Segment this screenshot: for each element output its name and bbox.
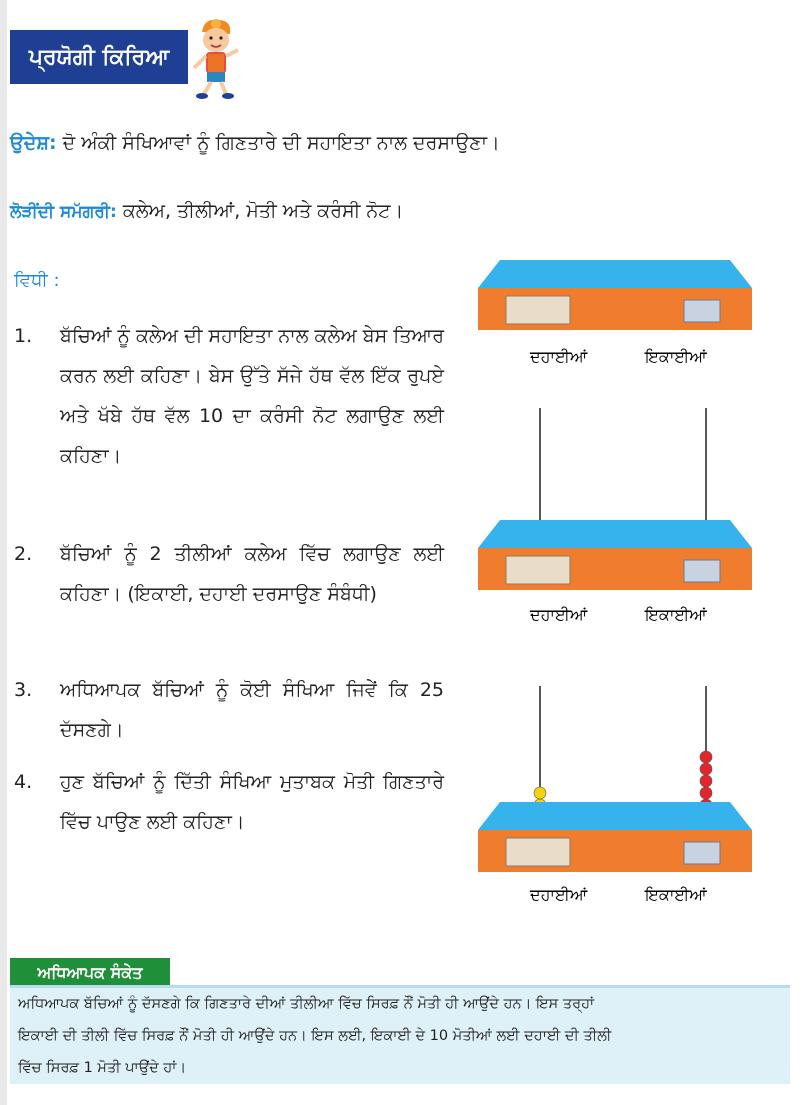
step-text: ਬੱਚਿਆਂ ਨੂੰ ਕਲੇਅ ਦੀ ਸਹਾਇਤਾ ਨਾਲ ਕਲੇਅ ਬੇਸ ਤਿਆਰ ਕਰਨ ਲਈ ਕਹਿਣਾ। ਬੇਸ ਉੱਤੇ ਸੱਜੇ ਹੱਥ ਵੱਲ ਇੱਕ ਰੁਪਏ ਅਤੇ ਖੱਬੇ ਹੱਥ ਵੱਲ 10 ਦਾ ਕਰੰਸੀ ਨੋਟ ਲਗਾਉਣ ਲਈ ਕਹਿਣਾ।	[60, 325, 445, 467]
objective-text: ਦੋ ਅੰਕੀ ਸੰਖਿਆਵਾਂ ਨੂੰ ਗਿਣਤਾਰੇ ਦੀ ਸਹਾਇਤਾ ਨਾਲ ਦਰਸਾਉਣਾ।	[62, 132, 500, 154]
step-3	[14, 670, 444, 750]
materials-text: ਕਲੇਅ, ਤੀਲੀਆਂ, ਮੋਤੀ ਅਤੇ ਕਰੰਸੀ ਨੋਟ।	[122, 200, 404, 222]
step-number: 1.	[14, 325, 33, 347]
step-1	[14, 316, 444, 476]
ones-label: ਇਕਾਈਆਂ	[645, 885, 707, 904]
ten-rupee-note	[506, 556, 570, 584]
teacher-note-box	[10, 988, 790, 1084]
materials-label: ਲੋੜੀਂਦੀ ਸਮੱਗਰੀ:	[10, 202, 117, 222]
clay-base-1	[478, 260, 752, 330]
ones-label: ਇਕਾਈਆਂ	[645, 347, 707, 366]
bead	[700, 751, 712, 763]
step-number: 3.	[14, 679, 33, 701]
one-rupee-note	[684, 842, 720, 864]
step-number: 2.	[14, 543, 33, 565]
tens-label: ਦਹਾਈਆਂ	[530, 347, 588, 366]
ten-rupee-note	[506, 296, 570, 324]
page-edge	[0, 0, 7, 1105]
bead	[700, 763, 712, 775]
step-text: ਬੱਚਿਆਂ ਨੂੰ 2 ਤੀਲੀਆਂ ਕਲੇਅ ਵਿੱਚ ਲਗਾਉਣ ਲਈ ਕਹਿਣਾ। (ਇਕਾਈ, ਦਹਾਈ ਦਰਸਾਉਣ ਸੰਬੰਧੀ)	[60, 543, 444, 605]
ones-label: ਇਕਾਈਆਂ	[645, 605, 707, 624]
activity-title: ਪ੍ਰਯੋਗੀ ਕਿਰਿਆ	[10, 30, 188, 84]
objective-label: ਉਦੇਸ਼:	[10, 132, 57, 154]
clay-base-3	[478, 802, 752, 872]
tens-label: ਦਹਾਈਆਂ	[530, 605, 588, 624]
objective-line	[10, 132, 500, 154]
bead	[700, 775, 712, 787]
teacher-note-label: ਅਧਿਆਪਕ ਸੰਕੇਤ	[10, 958, 170, 988]
step-text: ਅਧਿਆਪਕ ਬੱਚਿਆਂ ਨੂੰ ਕੋਈ ਸੰਖਿਆ ਜਿਵੇਂ ਕਿ 25 ਦੱਸਣਗੇ।	[60, 679, 444, 741]
ten-rupee-note	[506, 838, 570, 866]
bead	[534, 787, 546, 799]
method-label: ਵਿਧੀ :	[14, 270, 60, 291]
abacus-diagram	[470, 250, 760, 910]
step-number: 4.	[14, 771, 33, 793]
teacher-note-line: ਅਧਿਆਪਕ ਬੱਚਿਆਂ ਨੂੰ ਦੱਸਣਗੇ ਕਿ ਗਿਣਤਾਰੇ ਦੀਆਂ ਤੀਲੀਆ ਵਿੱਚ ਸਿਰਫ਼ ਨੌਂ ਮੋਤੀ ਹੀ ਆਉਂਦੇ ਹਨ। ਇਸ ਤਰ੍ਹਾਂ	[18, 996, 595, 1012]
one-rupee-note	[684, 560, 720, 582]
teacher-note-line: ਇਕਾਈ ਦੀ ਤੀਲੀ ਵਿੱਚ ਸਿਰਫ਼ ਨੌਂ ਮੋਤੀ ਹੀ ਆਉਂਦੇ ਹਨ। ਇਸ ਲਈ, ਇਕਾਈ ਦੇ 10 ਮੋਤੀਆਂ ਲਈ ਦਹਾਈ ਦੀ ਤੀਲੀ	[18, 1028, 612, 1044]
step-2	[14, 534, 444, 614]
clay-base-2	[478, 520, 752, 590]
bead	[700, 787, 712, 799]
mascot-illustration	[186, 14, 246, 102]
tens-label: ਦਹਾਈਆਂ	[530, 885, 588, 904]
materials-line	[10, 200, 403, 222]
step-text: ਹੁਣ ਬੱਚਿਆਂ ਨੂੰ ਦਿੱਤੀ ਸੰਖਿਆ ਮੁਤਾਬਕ ਮੋਤੀ ਗਿਣਤਾਰੇ ਵਿੱਚ ਪਾਉਣ ਲਈ ਕਹਿਣਾ।	[60, 771, 444, 833]
one-rupee-note	[684, 300, 720, 322]
teacher-note-line: ਵਿੱਚ ਸਿਰਫ਼ 1 ਮੋਤੀ ਪਾਉਂਦੇ ਹਾਂ।	[18, 1060, 187, 1076]
step-4	[14, 762, 444, 842]
